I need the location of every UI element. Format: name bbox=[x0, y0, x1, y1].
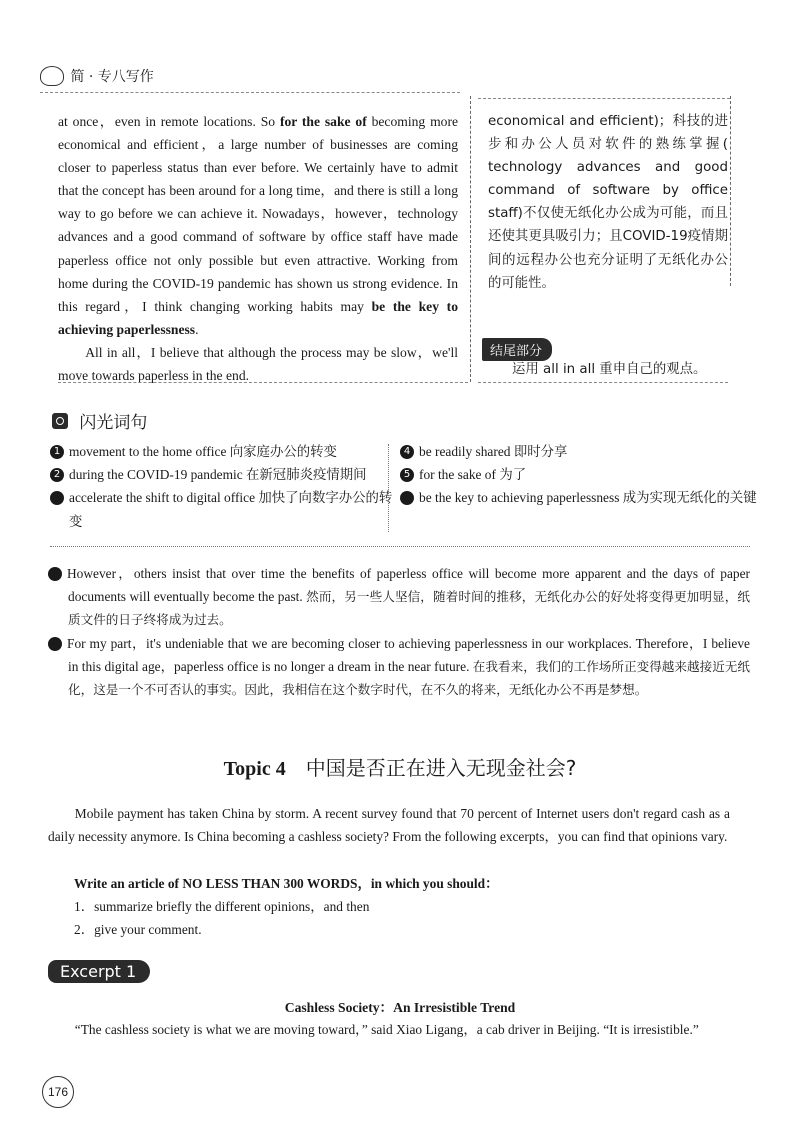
column-divider bbox=[470, 96, 471, 382]
number-badge-icon: 5 bbox=[400, 468, 414, 482]
topic-heading bbox=[0, 752, 800, 781]
essay-paragraph-2: All in all，I believe that although the process may be slow，we'll move towards paperless in the end. bbox=[58, 344, 458, 384]
sentence-item-8: 8 For my part，it's undeniable that we are becoming closer to achieving paperlessness in our workplaces. Therefore，I believe in this digital age，paperless office is no longer a dream in the near future. 在我看来，我们的工作场所正变得越来越接近无纸化，这是一个不可否认的事实。因此，我相信在这个数字时代，在不久的将来，无纸化办公不再是梦想。 bbox=[41, 636, 750, 698]
phrases-bottom-divider bbox=[50, 546, 750, 547]
page-number: 176 bbox=[42, 1076, 74, 1108]
sidebar-top-border bbox=[478, 98, 730, 99]
phrase-item-1: 1 movement to the home office 向家庭办公的转变 bbox=[50, 440, 380, 464]
section-badge-icon bbox=[52, 413, 68, 429]
phrase-item-6: 6 be the key to achieving paperlessness 成为实现无纸化的关键 bbox=[394, 490, 757, 506]
sidebar-right-border bbox=[730, 96, 731, 286]
phrases-section-title: 闪光词句 bbox=[52, 408, 147, 433]
topic-intro: Mobile payment has taken China by storm. A recent survey found that 70 percent of Internet users don't regard cash as a daily necessity anymore. Is China becoming a cashless society? From the following excerpts，you can find that opinions vary. bbox=[48, 806, 730, 845]
excerpt-title: Cashless Society：An Irresistible Trend bbox=[284, 1000, 516, 1015]
number-badge-icon: 1 bbox=[50, 445, 64, 459]
topic-label: Topic 4 bbox=[223, 758, 286, 780]
ending-section-note: 运用 all in all 重申自己的观点。 bbox=[512, 362, 707, 377]
sidebar-note: economical and efficient)；科技的进步和办公人员对软件的熟练掌握( technology advances and good command of software by office staff)不仅使无纸化办公成为可能，而且还使其更具吸引力；且COVID-19疫情期间的远程办公也充分证明了无纸化办公的可能性。 bbox=[488, 114, 728, 291]
topic-instruction: Write an article of NO LESS THAN 300 WORDS，in which you should： bbox=[74, 876, 499, 891]
running-header bbox=[40, 66, 154, 86]
number-badge-icon: 7 bbox=[48, 567, 62, 581]
number-badge-icon: 3 bbox=[50, 491, 64, 505]
essay-bottom-divider bbox=[58, 382, 468, 383]
highlight-phrase: be the key to achieving paperlessness bbox=[58, 298, 458, 337]
excerpt-label: Excerpt 1 bbox=[48, 960, 150, 983]
topic-task-2: 2．give your comment. bbox=[74, 922, 202, 937]
topic-title: 中国是否正在进入无现金社会? bbox=[305, 756, 577, 780]
essay-paragraph-1: at once，even in remote locations. So for the sake of becoming more economical and efficient，a large number of businesses are coming closer to paperless status than ever before. We certainly have to admit that the concept has been around for a long time，and there is still a long way to go before we can achieve it. Nowadays，however，technology advances and a good command of software by office staff have made paperless office not only possible but even attractive. Working from home during the COVID-19 pandemic has shown us strong evidence. In this regard，I think changing working habits may be the key to achieving paperlessness. bbox=[58, 114, 458, 337]
number-badge-icon: 6 bbox=[400, 491, 414, 505]
phrase-item-2: 2 during the COVID-19 pandemic 在新冠肺炎疫情期间 bbox=[50, 463, 380, 487]
book-title: 简 · 专八写作 bbox=[70, 69, 154, 85]
number-badge-icon: 2 bbox=[50, 468, 64, 482]
number-badge-icon: 4 bbox=[400, 445, 414, 459]
sentence-item-7: 7 However，others insist that over time the benefits of paperless office will become more apparent and the days of paper documents will eventually become the past. 然而，另一些人坚信，随着时间的推移，无纸化办公的好处将变得更加明显，纸质文件的日子终将成为过去。 bbox=[41, 566, 750, 628]
phrase-item-5: 5 for the sake of 为了 bbox=[400, 463, 740, 487]
essay-column bbox=[58, 110, 458, 387]
phrase-item-3: 3 accelerate the shift to digital office 加快了向数字办公的转变 bbox=[44, 490, 393, 531]
sidebar-bottom-divider bbox=[478, 382, 728, 383]
topic-task-1: 1．summarize briefly the different opinions，and then bbox=[74, 899, 370, 914]
highlight-phrase: for the sake of bbox=[279, 114, 367, 129]
excerpt-body: “The cashless society is what we are moving toward，” said Xiao Ligang，a cab driver in Beijing. “It is irresistible.” bbox=[74, 1022, 699, 1037]
book-logo-icon bbox=[40, 66, 64, 86]
header-divider bbox=[40, 92, 460, 93]
phrase-item-4: 4 be readily shared 即时分享 bbox=[400, 440, 740, 464]
ending-section-tag: 结尾部分 bbox=[482, 338, 552, 361]
phrases-column-divider bbox=[388, 444, 389, 532]
number-badge-icon: 8 bbox=[48, 637, 62, 651]
